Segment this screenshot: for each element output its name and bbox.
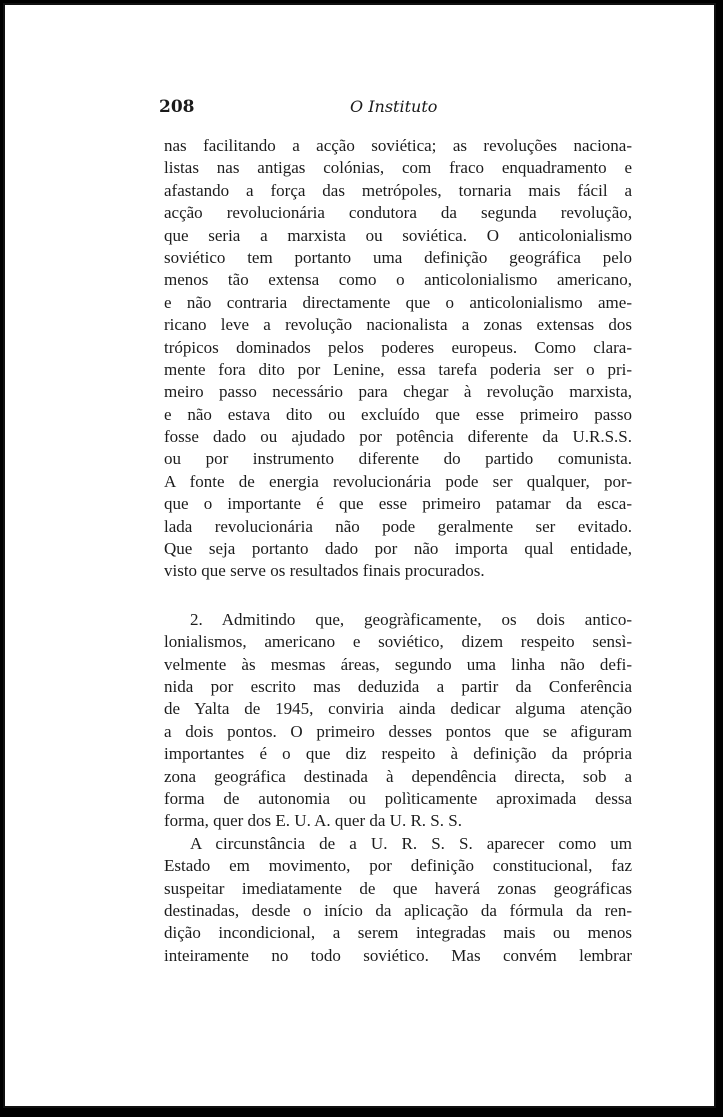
text-line: nida por escrito mas deduzida a partir da Conferência	[164, 676, 632, 696]
text-line: lonialismos, americano e soviético, dizem respeito sensì-	[164, 632, 632, 652]
scanned-page	[3, 3, 716, 1108]
text-line: mente fora dito por Lenine, essa tarefa poderia ser o pri-	[164, 359, 632, 379]
paragraph	[164, 833, 632, 967]
text-line: trópicos dominados pelos poderes europeus. Como clara-	[164, 337, 632, 357]
body-text	[164, 135, 632, 967]
text-line: e não estava dito ou excluído que esse primeiro passo	[164, 404, 632, 424]
text-line: listas nas antigas colónias, com fraco enquadramento e	[164, 158, 632, 178]
text-line: importantes é o que diz respeito à definição da própria	[164, 744, 632, 764]
text-line: a dois pontos. O primeiro desses pontos que se afiguram	[164, 721, 632, 741]
text-line: Que seja portanto dado por não importa qual entidade,	[164, 539, 632, 559]
paragraph	[164, 609, 632, 833]
text-line: e não contraria directamente que o anticolonialismo ame-	[164, 292, 632, 312]
text-line: menos tão extensa como o anticolonialismo americano,	[164, 270, 632, 290]
page-number: 208	[159, 97, 195, 117]
text-line: lada revolucionária não pode geralmente ser evitado.	[164, 516, 632, 536]
text-line: inteiramente no todo soviético. Mas convém lembrar	[164, 945, 632, 965]
text-line: velmente às mesmas áreas, segundo uma linha não defi-	[164, 654, 632, 674]
text-line: destinadas, desde o início da aplicação da fórmula da ren-	[164, 900, 632, 920]
text-line: forma, quer dos E. U. A. quer da U. R. S. S.	[164, 811, 462, 831]
text-line: afastando a força das metrópoles, tornaria mais fácil a	[164, 180, 632, 200]
text-line: de Yalta de 1945, conviria ainda dedicar alguma atenção	[164, 699, 632, 719]
text-line: que o importante é que esse primeiro patamar da esca-	[164, 494, 632, 514]
text-line: ou por instrumento diferente do partido comunista.	[164, 449, 632, 469]
text-line: acção revolucionária condutora da segunda revolução,	[164, 203, 632, 223]
text-line: 2. Admitindo que, geogràficamente, os dois antico-	[190, 609, 632, 629]
text-line: meiro passo necessário para chegar à revolução marxista,	[164, 382, 632, 402]
text-line: suspeitar imediatamente de que haverá zonas geográficas	[164, 878, 632, 898]
page-header	[5, 97, 714, 119]
text-line: dição incondicional, a serem integradas mais ou menos	[164, 923, 632, 943]
text-line: visto que serve os resultados finais procurados.	[164, 561, 485, 581]
text-line: ricano leve a revolução nacionalista a zonas extensas dos	[164, 315, 632, 335]
text-line: que seria a marxista ou soviética. O anticolonialismo	[164, 225, 632, 245]
text-line: zona geográfica destinada à dependência directa, sob a	[164, 766, 632, 786]
text-line: soviético tem portanto uma definição geográfica pelo	[164, 247, 632, 267]
text-line: A circunstância de a U. R. S. S. aparecer como um	[190, 833, 632, 853]
text-line: forma de autonomia ou polìticamente aproximada dessa	[164, 788, 632, 808]
text-line: nas facilitando a acção soviética; as revoluções naciona-	[164, 136, 632, 155]
paragraph-gap	[164, 583, 632, 609]
paragraph	[164, 135, 632, 583]
text-line: fosse dado ou ajudado por potência diferente da U.R.S.S.	[164, 427, 632, 447]
text-line: Estado em movimento, por definição constitucional, faz	[164, 856, 632, 876]
text-line: A fonte de energia revolucionária pode ser qualquer, por-	[164, 471, 632, 491]
running-title: O Instituto	[350, 97, 438, 116]
